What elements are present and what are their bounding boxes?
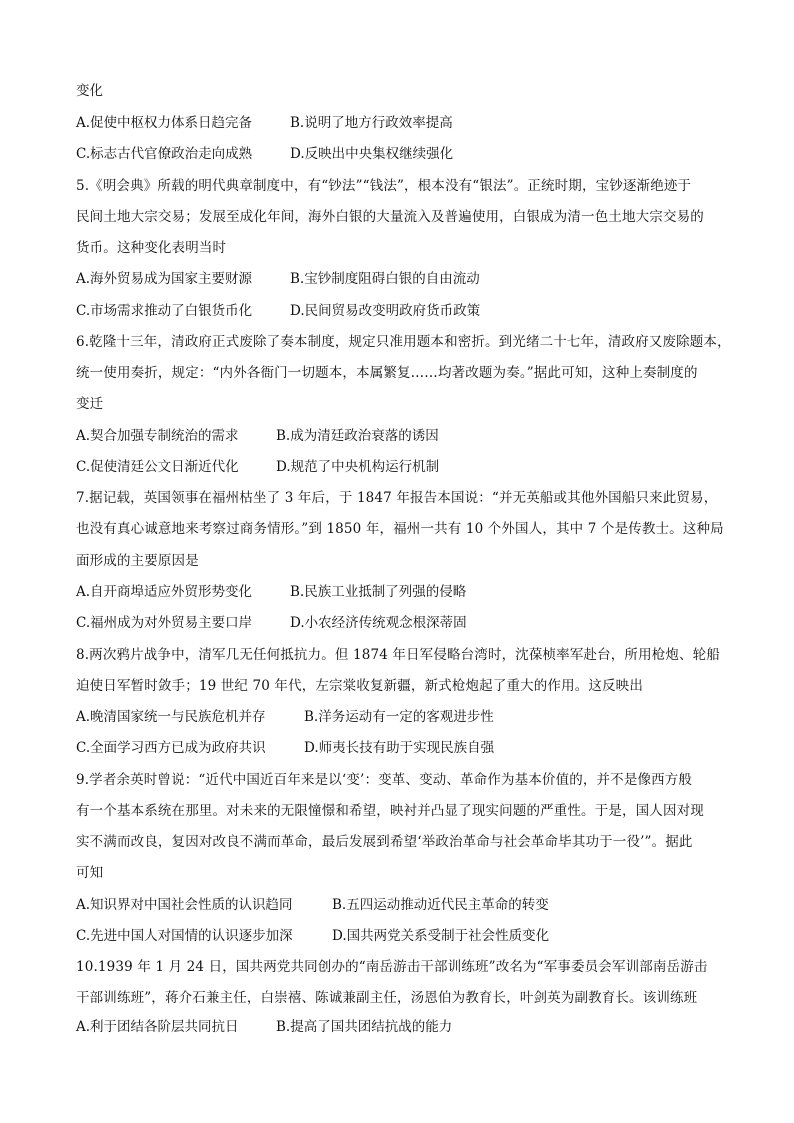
q5-option-d: D.民间贸易改变明政府货币政策 <box>290 303 481 319</box>
q6-stem-line: 变迁 <box>76 396 104 412</box>
q4-option-c: C.标志古代官僚政治走向成熟 <box>76 146 253 162</box>
q4-option-d: D.反映出中央集权继续强化 <box>290 146 454 162</box>
q8-option-d: D.师夷长技有助于实现民族自强 <box>304 740 495 756</box>
q5-option-a: A.海外贸易成为国家主要财源 <box>76 271 253 287</box>
continuation-text: 变化 <box>76 83 103 99</box>
q9-stem-line: 9.学者余英时曾说：“近代中国近百年来是以‘变’：变革、变动、革命作为基本价值的，并不是像西方般 <box>76 772 693 788</box>
q6-option-c: C.促使清廷公文日渐近代化 <box>76 459 239 475</box>
q5-stem-line: 货币。这种变化表明当时 <box>76 240 227 256</box>
q10-option-b: B.提高了国共团结抗战的能力 <box>276 1019 453 1035</box>
q7-stem-line: 也没有真心诚意地来考察过商务情形。”到 1850 年，福州一共有 10 个外国人，其中 7 个是传教士。这种局 <box>76 521 724 537</box>
q7-option-b: B.民族工业抵制了列强的侵略 <box>290 584 467 600</box>
q8-option-b: B.洋务运动有一定的客观进步性 <box>304 709 494 725</box>
q9-stem-line: 可知 <box>76 865 104 881</box>
q8-option-a: A.晚清国家统一与民族危机并存 <box>76 709 266 725</box>
q7-stem-line: 7.据记载，英国领事在福州枯坐了 3 年后，于 1847 年报告本国说：“并无英船或其他外国船只来此贸易， <box>76 490 718 506</box>
q8-option-c: C.全面学习西方已成为政府共识 <box>76 740 266 756</box>
q10-stem-line: 干部训练班”，蒋介石兼主任，白崇禧、陈诚兼副主任，汤恩伯为教育长，叶剑英为副教育长。该训练班 <box>76 990 698 1006</box>
q9-option-a: A.知识界对中国社会性质的认识趋同 <box>76 897 293 913</box>
q9-option-c: C.先进中国人对国情的认识逐步加深 <box>76 928 293 944</box>
q8-stem-line: 迫使日军暂时敛手；19 世纪 70 年代，左宗棠收复新疆，新式枪炮起了重大的作用。这反映出 <box>76 678 643 694</box>
q9-option-d: D.国共两党关系受制于社会性质变化 <box>332 928 550 944</box>
q5-stem-line: 民间土地大宗交易；发展至成化年间，海外白银的大量流入及普遍使用，白银成为清一色土地大宗交易的 <box>76 209 704 225</box>
q9-stem-line: 有一个基本系统在那里。对未来的无限憧憬和希望，映衬并凸显了现实问题的严重性。于是，国人因对现 <box>76 803 704 819</box>
q9-stem-line: 实不满而改良，复因对改良不满而革命，最后发展到希望‘举政治革命与社会革命毕其功于一役’”。据此 <box>76 834 693 850</box>
q9-option-b: B.五四运动推动近代民主革命的转变 <box>332 897 549 913</box>
q5-stem-line: 5.《明会典》所载的明代典章制度中，有“钞法”“钱法”，根本没有“银法”。正统时期，宝钞逐渐绝迹于 <box>76 178 692 194</box>
q6-option-d: D.规范了中央机构运行机制 <box>276 459 440 475</box>
q7-option-a: A.自开商埠适应外贸形势变化 <box>76 584 253 600</box>
q7-option-d: D.小农经济传统观念根深蒂固 <box>290 615 467 631</box>
q6-stem-line: 统一使用奏折，规定：“内外各衙门一切题本，本属繁复……均著改题为奏。”据此可知，这种上奏制度的 <box>76 365 698 381</box>
q7-option-c: C.福州成为对外贸易主要口岸 <box>76 615 253 631</box>
q10-stem-line: 10.1939 年 1 月 24 日，国共两党共同创办的“南岳游击干部训练班”改名为“军事委员会军训部南岳游击 <box>76 959 708 975</box>
q8-stem-line: 8.两次鸦片战争中，清军几无任何抵抗力。但 1874 年日军侵略台湾时，沈葆桢率军赴台，所用枪炮、轮船 <box>76 647 720 663</box>
q7-stem-line: 面形成的主要原因是 <box>76 553 199 569</box>
q6-option-a: A.契合加强专制统治的需求 <box>76 428 239 444</box>
q4-option-a: A.促使中枢权力体系日趋完备 <box>76 115 253 131</box>
q5-option-c: C.市场需求推动了白银货币化 <box>76 303 253 319</box>
q6-option-b: B.成为清廷政治衰落的诱因 <box>276 428 439 444</box>
q4-option-b: B.说明了地方行政效率提高 <box>290 115 453 131</box>
q5-option-b: B.宝钞制度阻碍白银的自由流动 <box>290 271 480 287</box>
q10-option-a: A.利于团结各阶层共同抗日 <box>76 1019 239 1035</box>
q6-stem-line: 6.乾隆十三年，清政府正式废除了奏本制度，规定只准用题本和密折。到光绪二十七年，清政府又废除题本， <box>76 334 731 350</box>
